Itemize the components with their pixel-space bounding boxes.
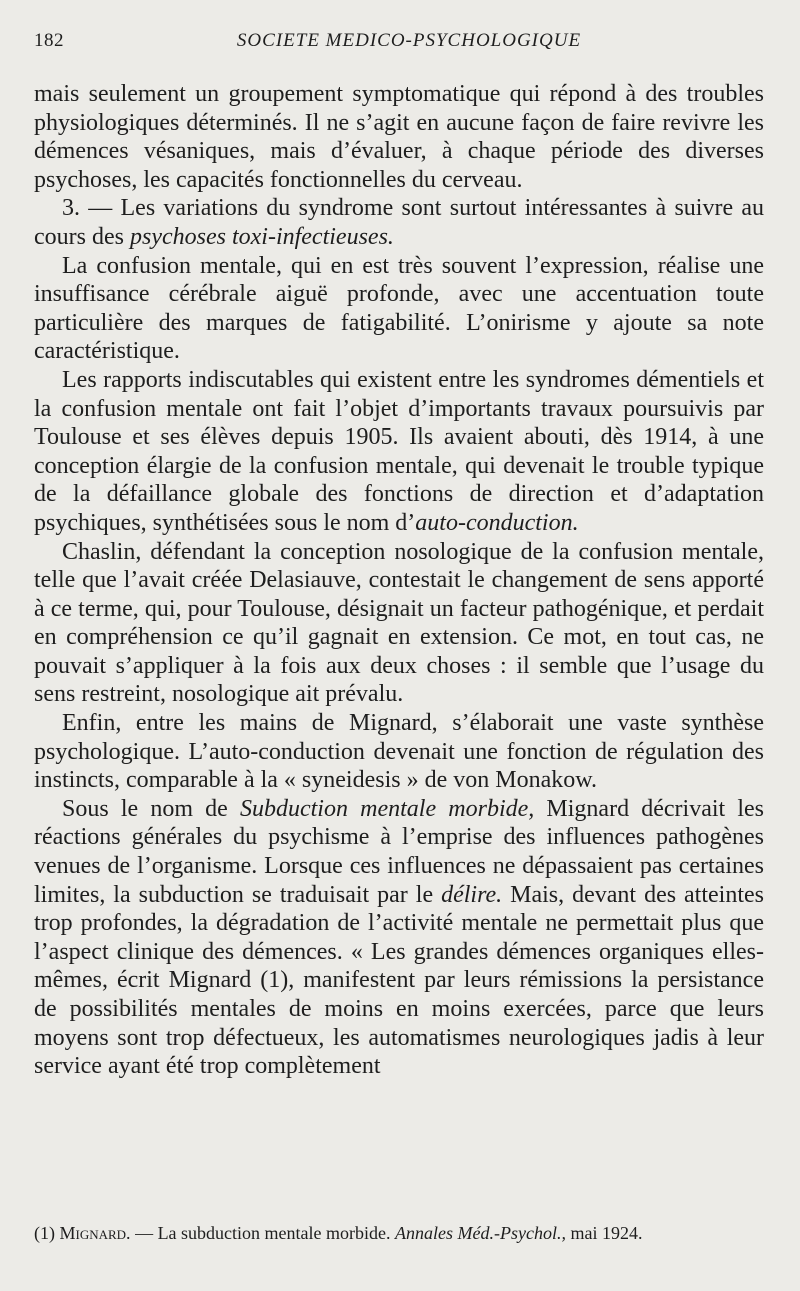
italic-text: délire. (441, 881, 503, 908)
paragraph (34, 252, 764, 366)
body-text (34, 80, 764, 1081)
text-run: La confusion mentale, qui en est très souvent l’expression, réalise une insuffisance cérébrale aiguë profonde, avec une accentuation toute particulière des marques de fatigabilité. L’onirisme y ajoute sa note caractéristique. (34, 252, 764, 365)
italic-text: auto-conduction. (415, 509, 579, 536)
text-run: Mais, devant des atteintes trop profondes, la dégradation de l’activité mentale ne permettait plus que l’aspect clinique des démences. « Les grandes démences organiques ellesmêmes, écrit Mignard (1), manifestent par leurs rémissions la persistance de possibilités mentales de moins en moins exercées, parce que leurs moyens sont trop défectueux, les automatismes neurologiques jadis à leur service ayant été trop complètement (34, 881, 765, 1080)
text-run: Mignard décrivait les réactions générales du psychisme à l’emprise des influences pathogènes venues de l’organisme. Lorsque ces influences ne dépassaient pas certaines limites, la subduction se traduisait par le (34, 795, 765, 908)
italic-text: Subduction mentale morbide, (239, 795, 535, 822)
footnote-text (34, 1222, 764, 1244)
text-run: Chaslin, défendant la conception nosologique de la confusion mentale, telle que l’avait créée Delasiauve, contestait le changement de sens apporté à ce terme, qui, pour Toulouse, désignait un facteur pathogénique, et perdait en compréhension ce qu’il gagnait en extension. Ce mot, en tout cas, ne pouvait s’appliquer à la fois aux deux choses : il semble que l’usage du sens restreint, nosologique ait prévalu. (34, 538, 764, 708)
text-run: Enfin, entre les mains de Mignard, s’élaborait une vaste synthèse psychologique. L’auto-conduction devenait une fonction de régulation des instincts, comparable à la « syneidesis » de von Monakow. (34, 710, 764, 794)
page-header (34, 28, 764, 58)
text-run: Les rapports indiscutables qui existent entre les syndromes démentiels et la confusion mentale ont fait l’objet d’importants travaux poursuivis par Toulouse et ses élèves depuis 1905. Ils avaient abouti, dès 1914, à une conception élargie de la confusion mentale, qui devenait le trouble typique de la défaillance globale des fonctions de direction et d’adaptation psychiques, synthétisées sous le nom d’ (34, 366, 764, 536)
text-run: (1) (34, 1223, 60, 1243)
italic-text: Annales Méd.-Psychol., (395, 1223, 566, 1243)
text-run: Sous le nom de (62, 795, 240, 822)
text-run: mai 1924. (565, 1223, 643, 1243)
paragraph (34, 538, 764, 710)
text-run: Mignard. (59, 1223, 131, 1243)
text-run: mais seulement un groupement symptomatique qui répond à des troubles physiologiques déterminés. Il ne s’agit en aucune façon de faire revivre les démences vésaniques, mais d’évaluer, à chaque période des diverses psychoses, les capacités fonctionnelles du cerveau. (34, 81, 764, 193)
page-number: 182 (34, 30, 64, 51)
paragraph (34, 194, 764, 251)
footnote (34, 1222, 764, 1244)
italic-text: psychoses toxi-infectieuses. (129, 223, 394, 250)
text-run: — La subduction mentale morbide. (130, 1223, 395, 1243)
paragraph (34, 709, 764, 795)
paragraph (34, 366, 764, 538)
running-head: SOCIETE MEDICO-PSYCHOLOGIQUE (236, 30, 582, 51)
text-run: 3. — Les variations du syndrome sont surtout intéressantes à suivre au cours des (34, 195, 764, 250)
paragraph (34, 80, 764, 194)
paragraph (34, 795, 764, 1081)
